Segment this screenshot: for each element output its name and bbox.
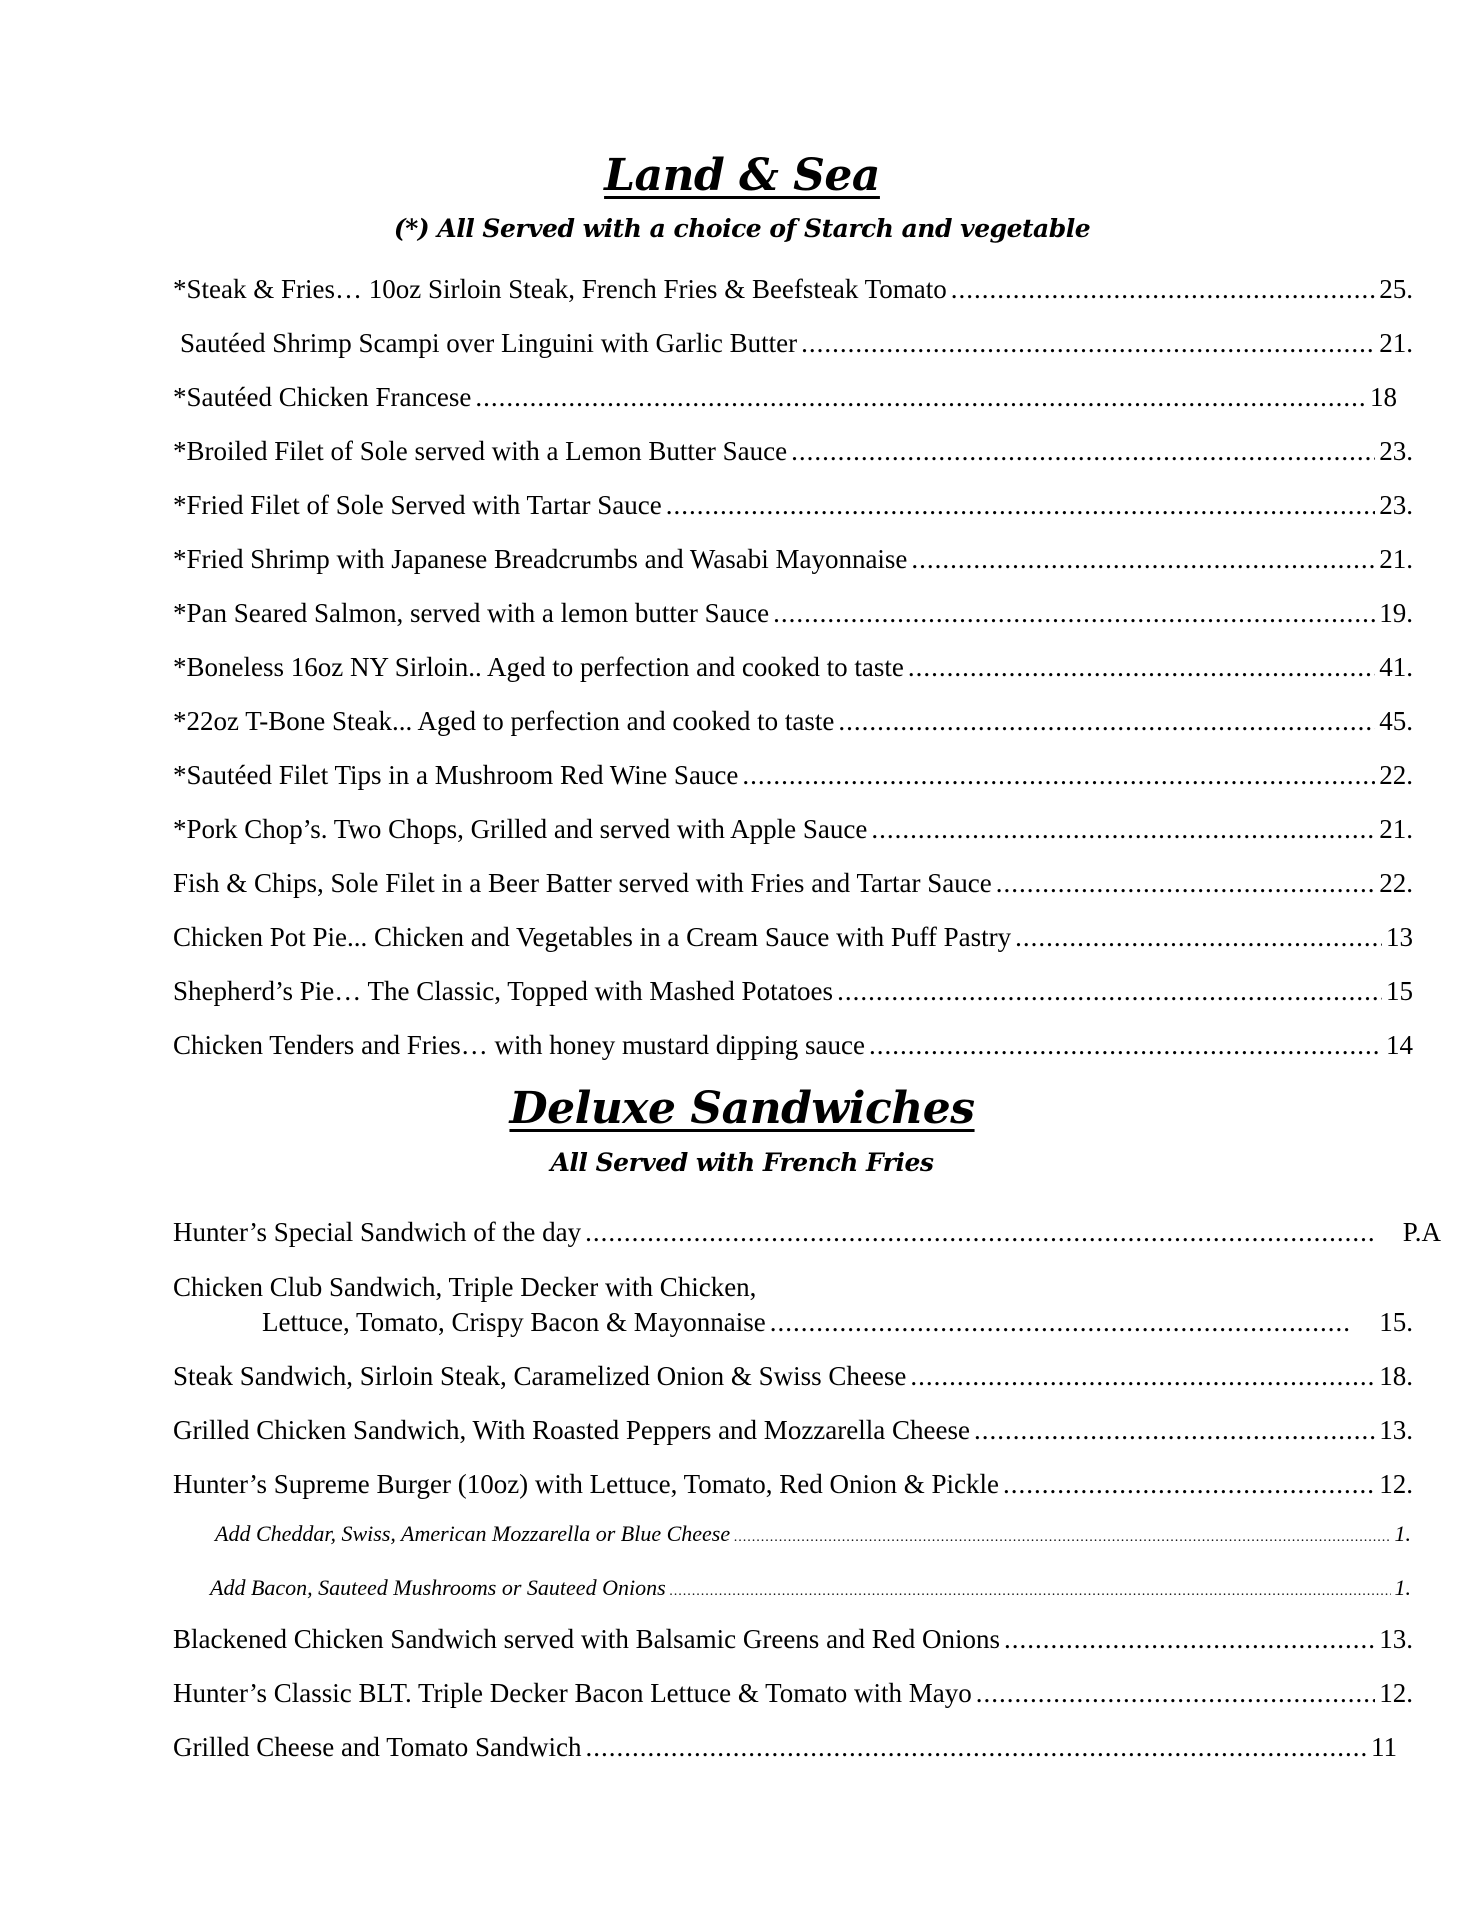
menu-item: *Fried Filet of Sole Served with Tartar Sauce ..... 23. <box>173 488 1413 522</box>
menu-item: Hunter’s Supreme Burger (10oz) with Lettuce, Tomato, Red Onion & Pickle ..... 12. <box>173 1467 1413 1501</box>
menu-item: Chicken Tenders and Fries… with honey mustard dipping sauce ..... 14 <box>173 1028 1413 1062</box>
menu-item: Steak Sandwich, Sirloin Steak, Caramelized Onion & Swiss Cheese ..... 18. <box>173 1359 1413 1393</box>
sandwiches-title: Deluxe Sandwiches <box>509 1083 975 1134</box>
menu-item: *Pan Seared Salmon, served with a lemon butter Sauce ..... 19. <box>173 596 1413 630</box>
menu-item: Grilled Chicken Sandwich, With Roasted Peppers and Mozzarella Cheese ..... 13. <box>173 1413 1413 1447</box>
sandwiches-subtitle: All Served with French Fries <box>550 1148 934 1177</box>
menu-item: *Fried Shrimp with Japanese Breadcrumbs and Wasabi Mayonnaise ..... 21. <box>173 542 1413 576</box>
menu-item: Grilled Cheese and Tomato Sandwich ..... 11 <box>173 1730 1397 1764</box>
menu-item: *Sautéed Filet Tips in a Mushroom Red Wine Sauce ..... 22. <box>173 758 1413 792</box>
addon-item: Add Cheddar, Swiss, American Mozzarella or Blue Cheese ..... 1. <box>215 1517 1411 1555</box>
land-sea-title: Land & Sea <box>604 150 880 201</box>
menu-item: Sautéed Shrimp Scampi over Linguini with Garlic Butter ..... 21. <box>180 326 1413 360</box>
menu-item-club-line1: Chicken Club Sandwich, Triple Decker with Chicken, <box>173 1272 757 1302</box>
menu-item: Shepherd’s Pie… The Classic, Topped with Mashed Potatoes ..... 15 <box>173 974 1413 1008</box>
menu-item: Blackened Chicken Sandwich served with Balsamic Greens and Red Onions ..... 13. <box>173 1622 1413 1656</box>
menu-item: *Broiled Filet of Sole served with a Lemon Butter Sauce ..... 23. <box>173 434 1413 468</box>
menu-item: Hunter’s Classic BLT. Triple Decker Bacon Lettuce & Tomato with Mayo ..... 12. <box>173 1676 1413 1710</box>
menu-item-club: Lettuce, Tomato, Crispy Bacon & Mayonnaise ..... 15. <box>262 1305 1413 1339</box>
menu-item: *22oz T-Bone Steak... Aged to perfection and cooked to taste ..... 45. <box>173 704 1413 738</box>
land-sea-subtitle: (*) All Served with a choice of Starch and vegetable <box>393 214 1091 243</box>
menu-item: Chicken Pot Pie... Chicken and Vegetables in a Cream Sauce with Puff Pastry ..... 13 <box>173 920 1413 954</box>
addon-item: Add Bacon, Sauteed Mushrooms or Sauteed Onions ..... 1. <box>210 1571 1411 1609</box>
menu-item: *Steak & Fries… 10oz Sirloin Steak, French Fries & Beefsteak Tomato ..... 25. <box>173 272 1413 306</box>
menu-item: *Sautéed Chicken Francese ..... 18 <box>173 380 1397 414</box>
menu-item: Fish & Chips, Sole Filet in a Beer Batter served with Fries and Tartar Sauce ..... 22. <box>173 866 1413 900</box>
menu-item: *Boneless 16oz NY Sirloin.. Aged to perfection and cooked to taste ..... 41. <box>173 650 1413 684</box>
menu-item-special: Hunter’s Special Sandwich of the day ..... P.A <box>173 1215 1441 1249</box>
menu-item: *Pork Chop’s. Two Chops, Grilled and served with Apple Sauce ..... 21. <box>173 812 1413 846</box>
